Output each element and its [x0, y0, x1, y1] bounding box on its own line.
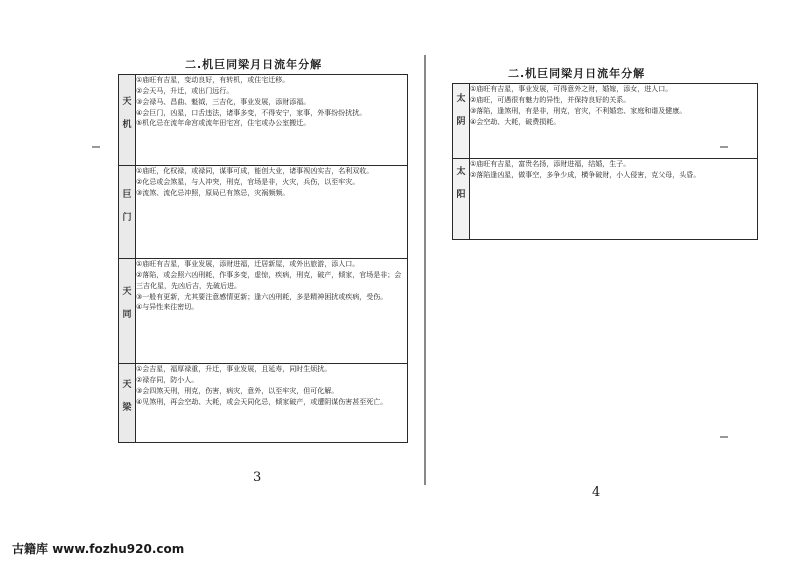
- table-row: [119, 259, 408, 364]
- star-name-cell: [119, 364, 136, 443]
- star-items: [136, 75, 408, 166]
- star-items: [136, 259, 408, 364]
- list-item: ④会空劫、大耗，破费损耗。: [470, 117, 561, 126]
- star-table: [118, 74, 408, 443]
- table-row: [453, 84, 758, 159]
- list-item: ①庙旺有吉星，变动良好，有转机，或住宅迁移。: [136, 76, 290, 84]
- list-item: ④与异性来往密切。: [136, 303, 199, 312]
- list-item: ③一般有更新，尤其要注意感情更新；逢六凶刑耗，多是精神困扰或疾病，受伤。: [136, 292, 388, 301]
- page-number: 3: [253, 470, 262, 485]
- scan-mark: [720, 436, 728, 438]
- star-items: [136, 166, 408, 259]
- star-items: [470, 159, 758, 240]
- page-title: 二.机巨同梁月日流年分解: [185, 58, 323, 71]
- table-row: [453, 159, 758, 240]
- scan-mark: [720, 146, 728, 148]
- star-name: 巨 门: [122, 190, 132, 224]
- page-number: 4: [592, 485, 601, 500]
- list-item: ④见煞刑，再会空劫、大耗，或会天同化忌，倾家破产，或遭阴谋伤害甚至死亡。: [136, 397, 388, 406]
- right-page: [420, 0, 793, 540]
- list-item: ③会禄马、昌曲、魁钺，三吉化，事业发展，添财添福。: [136, 97, 311, 106]
- scan-mark: [92, 146, 100, 148]
- table-row: [119, 364, 408, 443]
- footer-brand: 古籍库: [12, 542, 49, 556]
- list-item: ⑤机化忌在流年命宫或流年田宅宫，住宅或办公室搬迁。: [136, 119, 311, 128]
- star-name: 天 机: [122, 97, 132, 131]
- star-name-cell: [453, 159, 470, 240]
- footer-url[interactable]: www.fozhu920.com: [52, 542, 185, 556]
- star-items: [136, 364, 408, 443]
- list-item: ①庙旺有吉星，富贵名扬，添财进福，结婚，生子。: [470, 160, 631, 168]
- list-item: ①庙旺，化权禄，或禄同，谋事可成，能创大业，诸事视凶实吉，名利双收。: [136, 167, 374, 175]
- table-row: [119, 166, 408, 259]
- list-item: ③流煞、流化忌冲照，原局已有煞忌，灾祸频频。: [136, 188, 290, 197]
- star-table: [452, 83, 758, 240]
- star-name-cell: [453, 84, 470, 159]
- list-item: ②庙旺，可遇很有魅力的异性，并保持良好的关系。: [470, 95, 631, 104]
- star-name-cell: [119, 259, 136, 364]
- list-item: ④会巨门，凶星，口舌违法，诸事多变，不得安宁，家事，外事纷纷扰扰。: [136, 108, 367, 117]
- table-row: [119, 75, 408, 166]
- star-name-cell: [119, 166, 136, 259]
- list-item: ②落陷，或会照六凶刑耗，作事多变，虚惊，疾病，刑克，破产，倾家，官场是非；会三吉化星，先凶后吉，先破后进。: [136, 270, 402, 290]
- star-items: [470, 84, 758, 159]
- list-item: ①会吉星，福厚禄重，升迁，事业发展，且延寿，同时生烦扰。: [136, 365, 332, 373]
- list-item: ②禄存同，防小人。: [136, 375, 199, 384]
- star-name: 太 阴: [456, 94, 466, 128]
- page-title: 二.机巨同梁月日流年分解: [508, 67, 646, 80]
- list-item: ②落陷逢凶星，做事空，多争少成，横争破财，小人侵害，克父母，头昏。: [470, 170, 701, 179]
- star-name: 天 同: [122, 287, 132, 321]
- list-item: ③落陷，逢煞刑，有是非，刑克，官灾，不利婚恋、家庭和谐及健康。: [470, 106, 687, 115]
- star-name-cell: [119, 75, 136, 166]
- star-name: 天 梁: [122, 380, 132, 414]
- list-item: ①庙旺有吉星，事业发展，可得意外之财，婚嫁，添女，进人口。: [470, 85, 673, 93]
- list-item: ②会天马，升迁，或出门远行。: [136, 86, 234, 95]
- footer-watermark: [12, 540, 184, 557]
- list-item: ①庙旺有吉星，事业发展，添财进福，迁居新屋，或外出旅游，添人口。: [136, 260, 360, 268]
- list-item: ②化忌或会煞星，与人冲突，刑克，官场是非，火灾，兵伤，以至牢灾。: [136, 177, 360, 186]
- star-name: 太 阳: [456, 167, 466, 201]
- list-item: ③会四煞天刑，刑克，伤害，病灾，意外，以至牢灾，但可化解。: [136, 386, 339, 395]
